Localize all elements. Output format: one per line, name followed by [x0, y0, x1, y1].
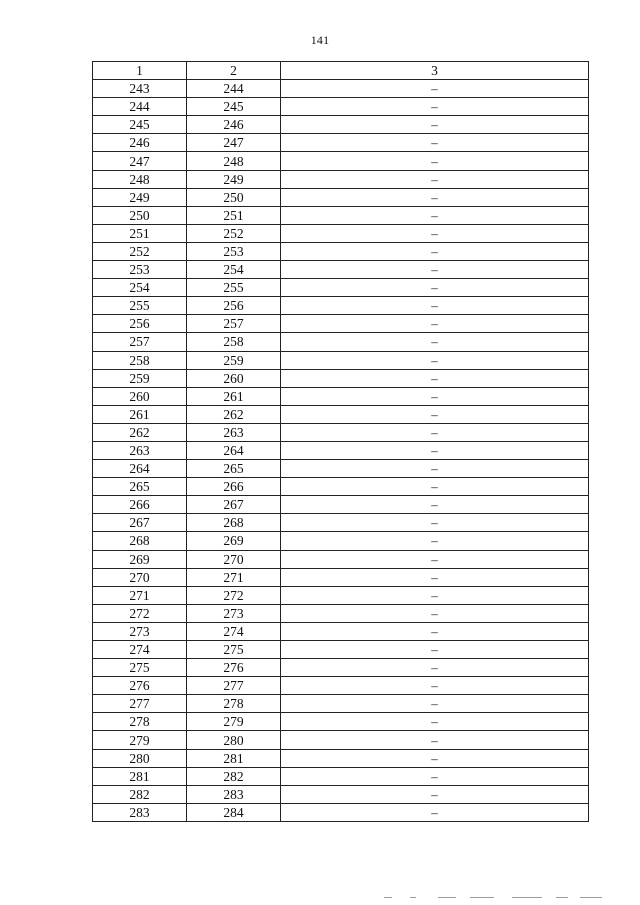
table-cell-col-2: 262 — [187, 405, 281, 423]
table-row — [93, 206, 589, 224]
table-row — [93, 242, 589, 260]
table-cell-col-2: 277 — [187, 677, 281, 695]
table-cell-col-2: 256 — [187, 297, 281, 315]
table-body — [93, 80, 589, 822]
table-cell-col-3: – — [281, 785, 589, 803]
table-cell-col-2: 270 — [187, 550, 281, 568]
table-cell-col-3: – — [281, 568, 589, 586]
table-cell-col-3: – — [281, 206, 589, 224]
table-header-row — [93, 62, 589, 80]
table-cell-col-2: 276 — [187, 659, 281, 677]
table-cell-col-1: 277 — [93, 695, 187, 713]
column-header-3: 3 — [281, 62, 589, 80]
table-row — [93, 261, 589, 279]
table-cell-col-1: 279 — [93, 731, 187, 749]
table-cell-col-3: – — [281, 152, 589, 170]
table-row — [93, 134, 589, 152]
table-cell-col-3: – — [281, 478, 589, 496]
table-cell-col-1: 249 — [93, 188, 187, 206]
table-cell-col-2: 245 — [187, 98, 281, 116]
table-cell-col-3: – — [281, 242, 589, 260]
table-cell-col-3: – — [281, 514, 589, 532]
table-cell-col-2: 255 — [187, 279, 281, 297]
table-cell-col-3: – — [281, 550, 589, 568]
table-cell-col-3: – — [281, 641, 589, 659]
table-cell-col-3: – — [281, 297, 589, 315]
table-cell-col-2: 279 — [187, 713, 281, 731]
table-row — [93, 659, 589, 677]
table-row — [93, 224, 589, 242]
table-cell-col-3: – — [281, 116, 589, 134]
table-row — [93, 514, 589, 532]
table-cell-col-3: – — [281, 659, 589, 677]
table-cell-col-3: – — [281, 80, 589, 98]
table-cell-col-1: 283 — [93, 803, 187, 821]
table-row — [93, 369, 589, 387]
table-cell-col-1: 261 — [93, 405, 187, 423]
table-cell-col-2: 272 — [187, 586, 281, 604]
table-cell-col-3: – — [281, 405, 589, 423]
table-cell-col-1: 265 — [93, 478, 187, 496]
table-cell-col-2: 271 — [187, 568, 281, 586]
table-cell-col-1: 245 — [93, 116, 187, 134]
table-cell-col-2: 253 — [187, 242, 281, 260]
table-cell-col-2: 280 — [187, 731, 281, 749]
table-cell-col-1: 276 — [93, 677, 187, 695]
table-cell-col-2: 257 — [187, 315, 281, 333]
table-cell-col-3: – — [281, 188, 589, 206]
table-cell-col-2: 278 — [187, 695, 281, 713]
table-cell-col-3: – — [281, 315, 589, 333]
table-cell-col-1: 260 — [93, 387, 187, 405]
table-row — [93, 80, 589, 98]
table-cell-col-1: 263 — [93, 441, 187, 459]
table-row — [93, 279, 589, 297]
table-cell-col-3: – — [281, 604, 589, 622]
table-cell-col-1: 281 — [93, 767, 187, 785]
table-cell-col-2: 269 — [187, 532, 281, 550]
table-row — [93, 586, 589, 604]
table-cell-col-2: 266 — [187, 478, 281, 496]
table-cell-col-2: 248 — [187, 152, 281, 170]
table-cell-col-2: 246 — [187, 116, 281, 134]
table-cell-col-2: 274 — [187, 622, 281, 640]
table-row — [93, 297, 589, 315]
table-cell-col-1: 248 — [93, 170, 187, 188]
table-cell-col-3: – — [281, 279, 589, 297]
table-cell-col-2: 250 — [187, 188, 281, 206]
table-row — [93, 188, 589, 206]
table-row — [93, 441, 589, 459]
table-cell-col-1: 275 — [93, 659, 187, 677]
table-cell-col-1: 270 — [93, 568, 187, 586]
table-row — [93, 749, 589, 767]
table-row — [93, 405, 589, 423]
table-cell-col-1: 273 — [93, 622, 187, 640]
table-cell-col-2: 259 — [187, 351, 281, 369]
table-cell-col-1: 271 — [93, 586, 187, 604]
data-table — [92, 61, 589, 822]
table-row — [93, 713, 589, 731]
column-header-1: 1 — [93, 62, 187, 80]
table-cell-col-1: 266 — [93, 496, 187, 514]
table-cell-col-2: 247 — [187, 134, 281, 152]
table-cell-col-2: 254 — [187, 261, 281, 279]
table-cell-col-1: 250 — [93, 206, 187, 224]
table-cell-col-3: – — [281, 387, 589, 405]
table-cell-col-3: – — [281, 622, 589, 640]
table-cell-col-2: 273 — [187, 604, 281, 622]
table-row — [93, 568, 589, 586]
table-cell-col-3: – — [281, 134, 589, 152]
table-cell-col-2: 267 — [187, 496, 281, 514]
table-cell-col-2: 261 — [187, 387, 281, 405]
scan-artifact-marks — [380, 893, 620, 903]
table-cell-col-2: 251 — [187, 206, 281, 224]
table-row — [93, 98, 589, 116]
table-cell-col-1: 264 — [93, 460, 187, 478]
table-cell-col-3: – — [281, 98, 589, 116]
table-row — [93, 803, 589, 821]
table-row — [93, 731, 589, 749]
table-cell-col-2: 275 — [187, 641, 281, 659]
table-cell-col-3: – — [281, 261, 589, 279]
table-cell-col-2: 284 — [187, 803, 281, 821]
table-cell-col-2: 282 — [187, 767, 281, 785]
table-cell-col-2: 268 — [187, 514, 281, 532]
table-row — [93, 785, 589, 803]
table-cell-col-3: – — [281, 749, 589, 767]
table-cell-col-3: – — [281, 767, 589, 785]
table-row — [93, 767, 589, 785]
table-row — [93, 116, 589, 134]
table-cell-col-1: 278 — [93, 713, 187, 731]
table-row — [93, 532, 589, 550]
table-cell-col-1: 259 — [93, 369, 187, 387]
table-cell-col-1: 280 — [93, 749, 187, 767]
table-cell-col-3: – — [281, 713, 589, 731]
table-row — [93, 622, 589, 640]
table-row — [93, 496, 589, 514]
table-cell-col-1: 246 — [93, 134, 187, 152]
table-cell-col-2: 283 — [187, 785, 281, 803]
table-cell-col-2: 249 — [187, 170, 281, 188]
table-cell-col-1: 253 — [93, 261, 187, 279]
table-cell-col-3: – — [281, 351, 589, 369]
table-row — [93, 641, 589, 659]
table-cell-col-2: 281 — [187, 749, 281, 767]
table-cell-col-3: – — [281, 677, 589, 695]
table-row — [93, 170, 589, 188]
table-cell-col-3: – — [281, 460, 589, 478]
table-row — [93, 677, 589, 695]
table-cell-col-3: – — [281, 369, 589, 387]
table-cell-col-1: 247 — [93, 152, 187, 170]
table-row — [93, 333, 589, 351]
table-cell-col-3: – — [281, 803, 589, 821]
table-cell-col-1: 262 — [93, 423, 187, 441]
table-row — [93, 604, 589, 622]
table-cell-col-3: – — [281, 586, 589, 604]
table-cell-col-1: 255 — [93, 297, 187, 315]
table-cell-col-1: 257 — [93, 333, 187, 351]
table-cell-col-2: 252 — [187, 224, 281, 242]
table-cell-col-2: 244 — [187, 80, 281, 98]
table-cell-col-3: – — [281, 441, 589, 459]
table-cell-col-1: 243 — [93, 80, 187, 98]
table-cell-col-3: – — [281, 224, 589, 242]
table-cell-col-2: 265 — [187, 460, 281, 478]
table-cell-col-1: 268 — [93, 532, 187, 550]
table-row — [93, 550, 589, 568]
table-row — [93, 460, 589, 478]
table-row — [93, 695, 589, 713]
table-cell-col-3: – — [281, 731, 589, 749]
table-cell-col-3: – — [281, 333, 589, 351]
table-cell-col-1: 256 — [93, 315, 187, 333]
table-cell-col-1: 272 — [93, 604, 187, 622]
table-row — [93, 478, 589, 496]
table-row — [93, 351, 589, 369]
table-row — [93, 387, 589, 405]
table-cell-col-1: 251 — [93, 224, 187, 242]
table-cell-col-1: 252 — [93, 242, 187, 260]
table-cell-col-1: 254 — [93, 279, 187, 297]
table-cell-col-3: – — [281, 170, 589, 188]
table-cell-col-1: 267 — [93, 514, 187, 532]
table-cell-col-2: 264 — [187, 441, 281, 459]
table-cell-col-1: 269 — [93, 550, 187, 568]
table-row — [93, 423, 589, 441]
table-cell-col-2: 260 — [187, 369, 281, 387]
page-number: 141 — [310, 33, 330, 47]
table-cell-col-3: – — [281, 423, 589, 441]
table-row — [93, 315, 589, 333]
table-cell-col-1: 282 — [93, 785, 187, 803]
table-cell-col-1: 258 — [93, 351, 187, 369]
table-row — [93, 152, 589, 170]
table-cell-col-1: 244 — [93, 98, 187, 116]
table-cell-col-2: 263 — [187, 423, 281, 441]
table-cell-col-3: – — [281, 532, 589, 550]
column-header-2: 2 — [187, 62, 281, 80]
table-cell-col-3: – — [281, 496, 589, 514]
table-cell-col-1: 274 — [93, 641, 187, 659]
table-cell-col-3: – — [281, 695, 589, 713]
table-cell-col-2: 258 — [187, 333, 281, 351]
